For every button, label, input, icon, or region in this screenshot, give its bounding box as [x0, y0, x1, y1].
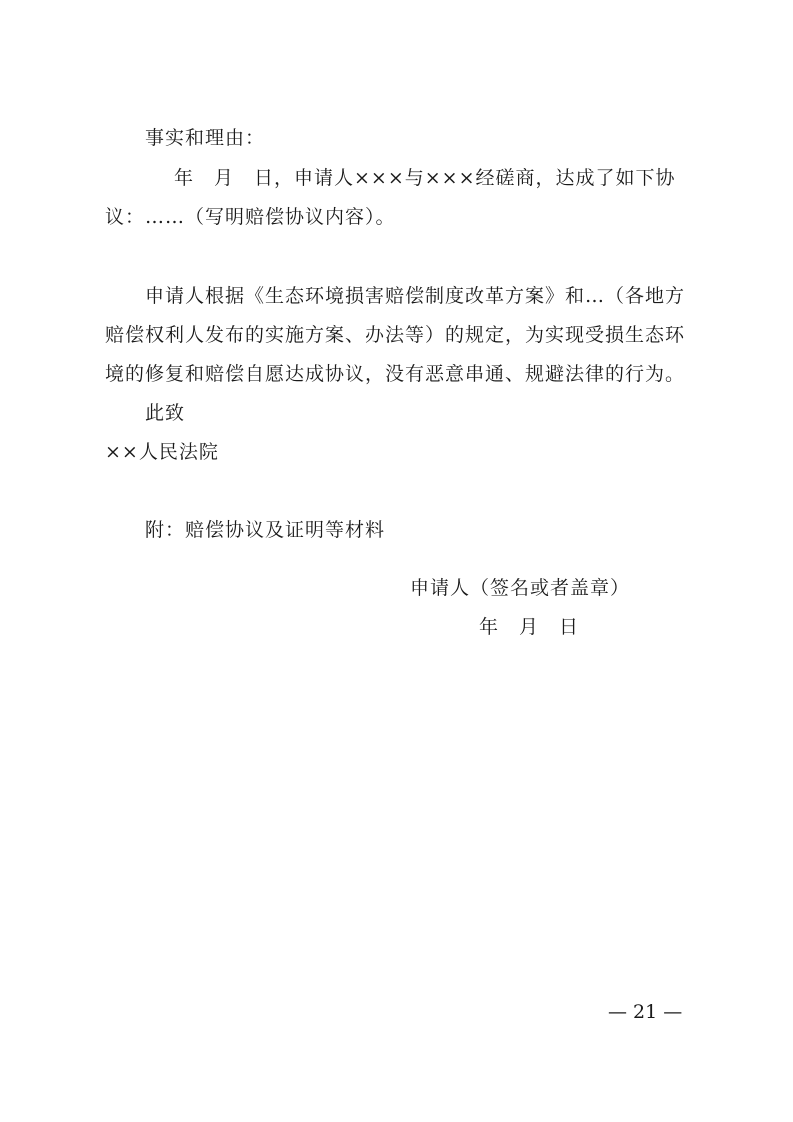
- para2-line3: 境的修复和赔偿自愿达成协议，没有恶意串通、规避法律的行为。: [105, 363, 686, 385]
- para1-line1: 年 月 日，申请人×××与×××经磋商，达成了如下协: [174, 167, 676, 189]
- para2-line2: 赔偿权利人发布的实施方案、办法等）的规定，为实现受损生态环: [105, 324, 686, 346]
- attachment-note: 附：赔偿协议及证明等材料: [145, 519, 386, 541]
- page-number: — 21 —: [608, 1001, 683, 1023]
- para2-line1: 申请人根据《生态环境损害赔偿制度改革方案》和…（各地方: [145, 285, 686, 307]
- signature-date: 年 月 日: [479, 616, 580, 638]
- salutation: 此致: [145, 402, 186, 424]
- facts-heading: 事实和理由：: [145, 127, 266, 149]
- para1-line2: 议：……（写明赔偿协议内容）。: [105, 206, 396, 228]
- court-name: ××人民法院: [105, 441, 219, 463]
- applicant-signature: 申请人（签名或者盖章）: [410, 577, 631, 599]
